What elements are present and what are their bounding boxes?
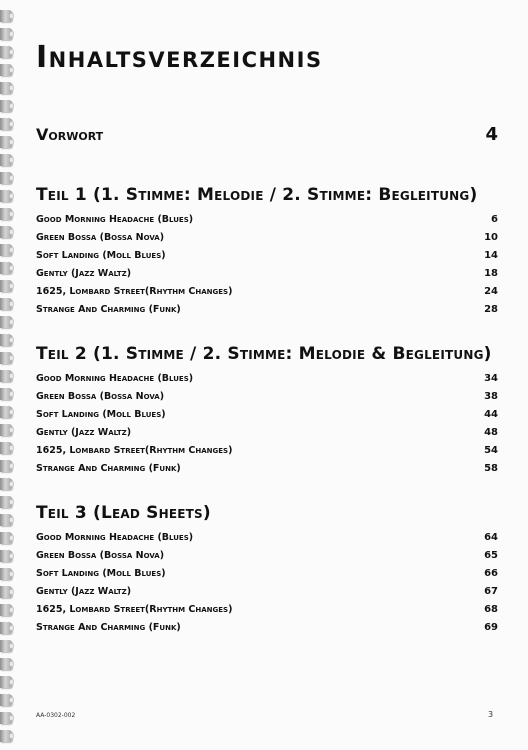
- spiral-coil: [0, 568, 12, 580]
- spiral-coil: [0, 64, 12, 76]
- toc-entry-title: 1625, Lombard Street(Rhythm Changes): [36, 603, 233, 615]
- page-title: Inhaltsverzeichnis: [36, 40, 323, 75]
- spiral-coil: [0, 712, 12, 724]
- toc-entry-page: 44: [484, 408, 498, 420]
- spiral-coil: [0, 190, 12, 202]
- spiral-coil: [0, 460, 12, 472]
- spiral-coil: [0, 424, 12, 436]
- toc-entry-title: Good Morning Headache (Blues): [36, 372, 194, 384]
- toc-entry-page: 65: [484, 549, 498, 561]
- spiral-coil: [0, 208, 12, 220]
- toc-entry[interactable]: [36, 246, 498, 264]
- toc-section-teil-2: [36, 341, 498, 477]
- spiral-coil: [0, 10, 12, 22]
- toc-entry-title: Vorwort: [36, 125, 104, 144]
- spiral-coil: [0, 370, 12, 382]
- spiral-coil: [0, 118, 12, 130]
- toc-entry[interactable]: [36, 228, 498, 246]
- spiral-coil: [0, 658, 12, 670]
- spiral-coil: [0, 604, 12, 616]
- toc-entry-page: 14: [484, 249, 498, 261]
- spiral-coil: [0, 28, 12, 40]
- spiral-coil: [0, 442, 12, 454]
- spiral-coil: [0, 262, 12, 274]
- spiral-coil: [0, 226, 12, 238]
- toc-entry-page: 10: [484, 231, 498, 243]
- spiral-coil: [0, 586, 12, 598]
- toc-entry-page: 4: [485, 124, 498, 145]
- toc-entry-title: Gently (Jazz Waltz): [36, 585, 132, 597]
- toc-entry-page: 67: [484, 585, 498, 597]
- toc-entry-title: Green Bossa (Bossa Nova): [36, 549, 165, 561]
- spiral-coil: [0, 694, 12, 706]
- spiral-coil: [0, 46, 12, 58]
- spiral-coil: [0, 514, 12, 526]
- toc-entry-title: Soft Landing (Moll Blues): [36, 408, 166, 420]
- toc-entry-vorwort[interactable]: [36, 124, 498, 145]
- section-heading: Teil 1 (1. Stimme: Melodie / 2. Stimme: Begleitung): [36, 185, 478, 205]
- spiral-coil: [0, 244, 12, 256]
- spiral-coil: [0, 640, 12, 652]
- toc-entry-title: Gently (Jazz Waltz): [36, 267, 132, 279]
- toc-entry[interactable]: [36, 300, 498, 318]
- toc-section-teil-3: [36, 500, 498, 636]
- toc-entry-page: 68: [484, 603, 498, 615]
- toc-entry-page: 24: [484, 285, 498, 297]
- toc-entry-page: 6: [491, 213, 498, 225]
- toc-entry-title: Soft Landing (Moll Blues): [36, 249, 166, 261]
- toc-entry[interactable]: [36, 564, 498, 582]
- spiral-coil: [0, 154, 12, 166]
- toc-entry-page: 54: [484, 444, 498, 456]
- toc-entry[interactable]: [36, 405, 498, 423]
- footer-code: AA-0302-002: [36, 712, 76, 719]
- toc-entry-title: Strange And Charming (Funk): [36, 621, 181, 633]
- toc-entry-page: 66: [484, 567, 498, 579]
- spiral-coil: [0, 172, 12, 184]
- toc-entry-title: 1625, Lombard Street(Rhythm Changes): [36, 444, 233, 456]
- spiral-binding: [0, 0, 16, 750]
- toc-entry-page: 38: [484, 390, 498, 402]
- spiral-coil: [0, 406, 12, 418]
- spiral-coil: [0, 532, 12, 544]
- spiral-coil: [0, 676, 12, 688]
- spiral-coil: [0, 550, 12, 562]
- section-heading: Teil 2 (1. Stimme / 2. Stimme: Melodie & Begleitung): [36, 344, 492, 364]
- toc-entry-page: 48: [484, 426, 498, 438]
- toc-entry[interactable]: [36, 264, 498, 282]
- spiral-coil: [0, 352, 12, 364]
- toc-entry[interactable]: [36, 546, 498, 564]
- section-heading: Teil 3 (Lead Sheets): [36, 503, 211, 523]
- spiral-coil: [0, 280, 12, 292]
- spiral-coil: [0, 136, 12, 148]
- spiral-coil: [0, 388, 12, 400]
- toc-entry-title: Soft Landing (Moll Blues): [36, 567, 166, 579]
- toc-entry-title: Good Morning Headache (Blues): [36, 531, 194, 543]
- spiral-coil: [0, 730, 12, 742]
- spiral-coil: [0, 298, 12, 310]
- toc-entry[interactable]: [36, 528, 498, 546]
- toc-entry-title: Good Morning Headache (Blues): [36, 213, 194, 225]
- toc-entry[interactable]: [36, 210, 498, 228]
- toc-entry-page: 34: [484, 372, 498, 384]
- toc-entry-page: 69: [484, 621, 498, 633]
- toc-entry-page: 64: [484, 531, 498, 543]
- spiral-coil: [0, 478, 12, 490]
- toc-entry-page: 28: [484, 303, 498, 315]
- footer-page-number: 3: [488, 710, 494, 719]
- spiral-coil: [0, 622, 12, 634]
- toc-entry-title: Green Bossa (Bossa Nova): [36, 231, 165, 243]
- toc-entry[interactable]: [36, 369, 498, 387]
- toc-entry-page: 18: [484, 267, 498, 279]
- spiral-coil: [0, 316, 12, 328]
- toc-entry[interactable]: [36, 618, 498, 636]
- toc-entry[interactable]: [36, 441, 498, 459]
- toc-entry-title: 1625, Lombard Street(Rhythm Changes): [36, 285, 233, 297]
- spiral-coil: [0, 334, 12, 346]
- toc-entry[interactable]: [36, 387, 498, 405]
- toc-entry-title: Gently (Jazz Waltz): [36, 426, 132, 438]
- toc-entry-page: 58: [484, 462, 498, 474]
- toc-entry-title: Strange And Charming (Funk): [36, 303, 181, 315]
- toc-entry[interactable]: [36, 459, 498, 477]
- toc-entry-title: Green Bossa (Bossa Nova): [36, 390, 165, 402]
- toc-entry[interactable]: [36, 423, 498, 441]
- spiral-coil: [0, 100, 12, 112]
- spiral-coil: [0, 496, 12, 508]
- toc-entry-title: Strange And Charming (Funk): [36, 462, 181, 474]
- toc-entry[interactable]: [36, 600, 498, 618]
- spiral-coil: [0, 82, 12, 94]
- toc-entry[interactable]: [36, 582, 498, 600]
- toc-entry[interactable]: [36, 282, 498, 300]
- toc-section-teil-1: [36, 182, 498, 318]
